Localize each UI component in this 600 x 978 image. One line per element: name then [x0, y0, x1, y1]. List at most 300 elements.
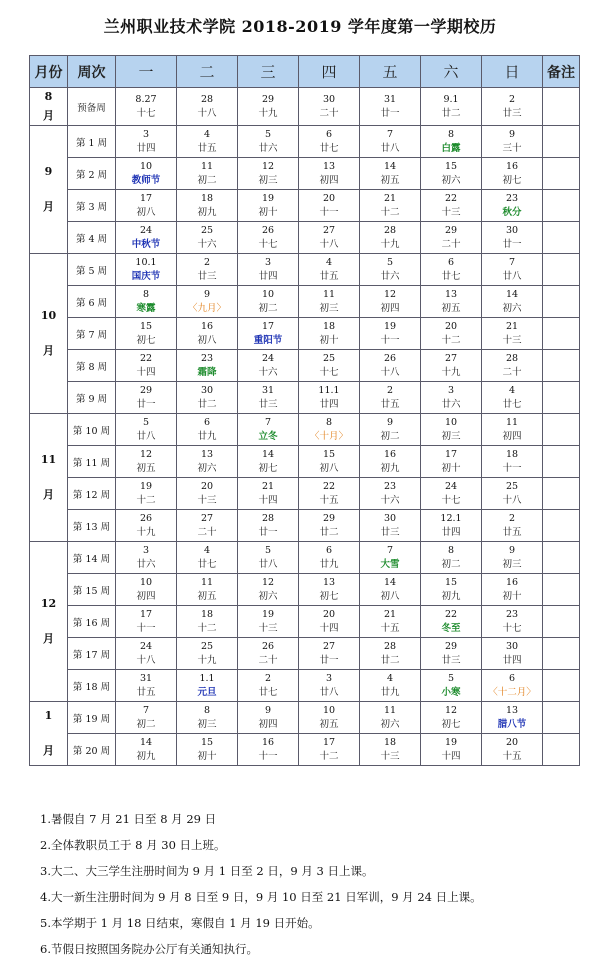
day-cell: [421, 478, 482, 510]
day-date: 27: [322, 224, 336, 236]
day-festival: 白露: [441, 142, 461, 154]
week-row: [30, 222, 580, 254]
day-lunar: 二十: [197, 526, 217, 538]
day-date: 3: [325, 672, 333, 684]
day-date: 4: [203, 544, 211, 556]
day-cell: [482, 158, 543, 190]
day-lunar: 廿一: [319, 654, 339, 666]
day-date: 18: [322, 320, 336, 332]
day-date: 11: [200, 576, 214, 588]
day-lunar: 初七: [502, 174, 522, 186]
day-lunar: 廿七: [258, 686, 278, 698]
day-date: 28: [261, 512, 275, 524]
week-label: 第 5 周: [68, 254, 116, 286]
day-lunar: 十五: [380, 622, 400, 634]
day-lunar: 十五: [319, 494, 339, 506]
day-lunar: 十九: [197, 654, 217, 666]
day-cell: [177, 478, 238, 510]
day-lunar: 廿九: [319, 558, 339, 570]
day-date: 17: [139, 608, 153, 620]
day-cell: [238, 318, 299, 350]
day-date: 13: [322, 160, 336, 172]
day-lunar: 廿七: [197, 558, 217, 570]
day-date: 13: [200, 448, 214, 460]
day-date: 2: [264, 672, 272, 684]
day-date: 19: [444, 736, 458, 748]
day-lunar: 初八: [319, 462, 339, 474]
day-date: 11.1: [318, 384, 340, 396]
day-cell: [116, 510, 177, 542]
day-date: 11: [505, 416, 519, 428]
day-lunar: 廿四: [258, 270, 278, 282]
day-cell: [482, 574, 543, 606]
day-cell: [177, 350, 238, 382]
day-lunar: 初二: [441, 558, 461, 570]
day-cell: [299, 670, 360, 702]
week-label: 第 7 周: [68, 318, 116, 350]
day-cell: [177, 734, 238, 766]
day-date: 25: [200, 640, 214, 652]
day-lunar: 初三: [319, 302, 339, 314]
day-cell: [299, 606, 360, 638]
month-label-part: 月: [43, 743, 54, 757]
page-title: 兰州职业技术学院 2018-2019 学年度第一学期校历: [103, 17, 497, 36]
day-date: 11: [322, 288, 336, 300]
day-date: 14: [261, 448, 275, 460]
note-cell: [543, 446, 580, 478]
day-date: 6: [508, 672, 516, 684]
day-date: 12: [444, 704, 458, 716]
day-lunar: 初二: [380, 430, 400, 442]
day-date: 7: [264, 416, 272, 428]
day-lunar: 初四: [258, 718, 278, 730]
day-festival: 霜降: [197, 366, 217, 378]
day-cell: [299, 318, 360, 350]
day-cell: [238, 126, 299, 158]
day-date: 4: [203, 128, 211, 140]
day-date: 18: [200, 192, 214, 204]
day-lunar: 二十: [441, 238, 461, 250]
day-cell: [482, 382, 543, 414]
day-cell: [360, 542, 421, 574]
day-lunar: 初七: [319, 590, 339, 602]
day-date: 21: [383, 192, 397, 204]
note-cell: [543, 286, 580, 318]
day-date: 9: [508, 128, 516, 140]
day-lunar: 十七: [258, 238, 278, 250]
day-cell: [482, 190, 543, 222]
day-festival: 小寒: [441, 686, 461, 698]
week-label: 第 18 周: [68, 670, 116, 702]
day-cell: [482, 510, 543, 542]
day-date: 3: [142, 544, 150, 556]
day-date: 27: [200, 512, 214, 524]
week-label: 第 9 周: [68, 382, 116, 414]
week-label: 第 15 周: [68, 574, 116, 606]
day-date: 5: [447, 672, 455, 684]
day-lunar: 十一: [136, 622, 156, 634]
note-item: 6.节假日按照国务院办公厅有关通知执行。: [40, 942, 258, 956]
week-row: [30, 414, 580, 446]
day-lunar: 廿三: [258, 398, 278, 410]
day-cell: [421, 382, 482, 414]
day-cell: [116, 702, 177, 734]
day-lunar: 初五: [136, 462, 156, 474]
note-item: 5.本学期于 1 月 18 日结束，寒假自 1 月 19 日开始。: [40, 916, 320, 930]
day-lunar: 廿五: [197, 142, 217, 154]
day-cell: [299, 702, 360, 734]
day-cell: [482, 446, 543, 478]
note-cell: [543, 158, 580, 190]
day-lunar: 廿五: [319, 270, 339, 282]
day-festival: 元旦: [197, 686, 217, 698]
month-label-part: 8: [44, 90, 53, 103]
day-date: 25: [200, 224, 214, 236]
week-row: [30, 254, 580, 286]
day-cell: [421, 670, 482, 702]
day-cell: [116, 190, 177, 222]
day-cell: [421, 126, 482, 158]
day-lunar: 十七: [441, 494, 461, 506]
month-cell: [30, 702, 68, 766]
day-lunar: 十三: [197, 494, 217, 506]
day-date: 3: [447, 384, 455, 396]
note-cell: [543, 350, 580, 382]
week-label: 第 19 周: [68, 702, 116, 734]
day-cell: [116, 478, 177, 510]
day-lunar: 十四: [258, 494, 278, 506]
day-date: 6: [325, 128, 333, 140]
week-label: 第 20 周: [68, 734, 116, 766]
calendar-table: [29, 55, 580, 766]
day-cell: [299, 446, 360, 478]
day-date: 17: [444, 448, 458, 460]
day-date: 9.1: [443, 93, 459, 105]
day-date: 28: [505, 352, 519, 364]
day-date: 12.1: [440, 512, 462, 524]
day-date: 21: [383, 608, 397, 620]
day-lunar: 廿四: [502, 654, 522, 666]
week-label: 预备周: [68, 88, 116, 126]
day-cell: [116, 446, 177, 478]
day-date: 12: [139, 448, 153, 460]
day-date: 13: [505, 704, 519, 716]
day-cell: [238, 350, 299, 382]
day-lunar: 二十: [258, 654, 278, 666]
day-date: 29: [139, 384, 153, 396]
week-row: [30, 510, 580, 542]
day-cell: [482, 350, 543, 382]
week-row: [30, 190, 580, 222]
day-cell: [482, 286, 543, 318]
header-fri: 五: [360, 56, 421, 88]
week-row: [30, 574, 580, 606]
day-date: 5: [264, 128, 272, 140]
note-cell: [543, 574, 580, 606]
day-date: 17: [139, 192, 153, 204]
day-cell: [360, 126, 421, 158]
day-lunar: 十二: [441, 334, 461, 346]
day-date: 27: [322, 640, 336, 652]
month-label-part: 12: [40, 597, 57, 611]
day-date: 8.27: [135, 93, 157, 105]
week-row: [30, 702, 580, 734]
day-lunar: 初二: [258, 302, 278, 314]
day-cell: [116, 318, 177, 350]
day-date: 16: [261, 736, 275, 748]
day-cell: [299, 350, 360, 382]
day-cell: [238, 446, 299, 478]
day-cell: [299, 510, 360, 542]
day-date: 15: [200, 736, 214, 748]
week-label: 第 4 周: [68, 222, 116, 254]
day-cell: [421, 158, 482, 190]
day-lunar: 十二: [197, 622, 217, 634]
day-date: 8: [325, 416, 333, 428]
day-festival: 冬至: [441, 622, 461, 634]
day-date: 23: [383, 480, 397, 492]
day-lunar: 初十: [502, 590, 522, 602]
day-lunar: 廿八: [380, 142, 400, 154]
calendar-body: [30, 88, 580, 766]
day-cell: [116, 254, 177, 286]
day-date: 24: [139, 640, 153, 652]
day-date: 9: [264, 704, 272, 716]
day-lunar: 廿五: [502, 526, 522, 538]
day-date: 19: [383, 320, 397, 332]
day-lunar: 廿四: [319, 398, 339, 410]
day-date: 14: [383, 160, 397, 172]
day-lunar: 廿八: [502, 270, 522, 282]
day-date: 18: [505, 448, 519, 460]
day-date: 29: [261, 93, 275, 105]
day-cell: [421, 702, 482, 734]
week-label: 第 17 周: [68, 638, 116, 670]
day-cell: [299, 286, 360, 318]
day-cell: [299, 542, 360, 574]
day-cell: [238, 734, 299, 766]
day-lunar: 十三: [258, 622, 278, 634]
day-cell: [238, 414, 299, 446]
day-date: 28: [383, 640, 397, 652]
day-lunar: 初三: [502, 558, 522, 570]
day-cell: [299, 382, 360, 414]
day-date: 27: [444, 352, 458, 364]
day-cell: [116, 414, 177, 446]
week-label: 第 8 周: [68, 350, 116, 382]
week-row: [30, 670, 580, 702]
day-lunar: 初九: [441, 590, 461, 602]
day-lunar: 〈十二月〉: [488, 686, 536, 698]
day-cell: [360, 734, 421, 766]
day-date: 5: [264, 544, 272, 556]
day-cell: [238, 88, 299, 126]
day-cell: [299, 414, 360, 446]
day-cell: [177, 638, 238, 670]
day-date: 22: [139, 352, 153, 364]
day-cell: [116, 574, 177, 606]
week-row: [30, 638, 580, 670]
day-cell: [299, 638, 360, 670]
week-row: [30, 158, 580, 190]
day-date: 17: [261, 320, 275, 332]
day-cell: [299, 478, 360, 510]
day-date: 4: [508, 384, 516, 396]
week-label: 第 14 周: [68, 542, 116, 574]
day-cell: [177, 190, 238, 222]
day-cell: [177, 318, 238, 350]
day-lunar: 廿六: [380, 270, 400, 282]
day-lunar: 初二: [197, 174, 217, 186]
day-date: 23: [505, 192, 519, 204]
header-mon: 一: [116, 56, 177, 88]
day-cell: [421, 510, 482, 542]
day-date: 20: [322, 608, 336, 620]
note-item: 2.全体教职员工于 8 月 30 日上班。: [40, 838, 226, 852]
day-lunar: 廿八: [319, 686, 339, 698]
day-date: 8: [447, 544, 455, 556]
day-date: 24: [139, 224, 153, 236]
day-festival: 大雪: [380, 558, 400, 570]
day-date: 14: [383, 576, 397, 588]
day-date: 16: [383, 448, 397, 460]
header-month: 月份: [30, 56, 68, 88]
note-item: 1.暑假自 7 月 21 日至 8 月 29 日: [40, 812, 217, 826]
day-cell: [360, 190, 421, 222]
day-cell: [116, 542, 177, 574]
day-date: 31: [139, 672, 153, 684]
day-lunar: 十七: [136, 107, 156, 119]
day-lunar: 初三: [441, 430, 461, 442]
day-cell: [238, 702, 299, 734]
day-lunar: 十三: [441, 206, 461, 218]
note-item: 3.大二、大三学生注册时间为 9 月 1 日至 2 日，9 月 3 日上课。: [40, 864, 374, 878]
day-date: 13: [322, 576, 336, 588]
day-lunar: 初五: [380, 174, 400, 186]
week-row: [30, 318, 580, 350]
day-lunar: 十七: [319, 366, 339, 378]
day-cell: [177, 542, 238, 574]
day-cell: [116, 126, 177, 158]
note-cell: [543, 606, 580, 638]
header-thu: 四: [299, 56, 360, 88]
day-cell: [482, 254, 543, 286]
day-cell: [177, 414, 238, 446]
week-label: 第 6 周: [68, 286, 116, 318]
day-cell: [177, 126, 238, 158]
day-date: 9: [386, 416, 394, 428]
day-cell: [360, 414, 421, 446]
note-item: 4.大一新生注册时间为 9 月 8 日至 9 日，9 月 10 日至 21 日军训，9 月 24 日上课。: [40, 890, 482, 904]
day-date: 16: [505, 576, 519, 588]
day-lunar: 十四: [136, 366, 156, 378]
day-cell: [421, 414, 482, 446]
day-lunar: 十一: [258, 750, 278, 762]
day-date: 30: [505, 224, 519, 236]
day-cell: [299, 222, 360, 254]
day-date: 23: [200, 352, 214, 364]
day-date: 30: [383, 512, 397, 524]
day-date: 28: [200, 93, 214, 105]
day-date: 2: [508, 93, 516, 105]
day-date: 4: [386, 672, 394, 684]
day-date: 30: [505, 640, 519, 652]
month-label-part: 月: [43, 343, 54, 357]
day-lunar: 〈十月〉: [309, 430, 348, 442]
day-lunar: 廿三: [197, 270, 217, 282]
day-lunar: 廿三: [380, 526, 400, 538]
week-row: [30, 734, 580, 766]
month-cell: [30, 254, 68, 414]
month-label-part: 月: [43, 631, 54, 645]
day-date: 21: [261, 480, 275, 492]
day-cell: [360, 286, 421, 318]
day-cell: [482, 478, 543, 510]
day-date: 13: [444, 288, 458, 300]
day-lunar: 十二: [136, 494, 156, 506]
month-label-part: 10: [40, 309, 57, 323]
day-date: 20: [505, 736, 519, 748]
day-cell: [360, 158, 421, 190]
note-cell: [543, 478, 580, 510]
week-label: 第 3 周: [68, 190, 116, 222]
week-row: [30, 126, 580, 158]
day-lunar: 十八: [319, 238, 339, 250]
day-date: 21: [505, 320, 519, 332]
day-lunar: 廿二: [380, 654, 400, 666]
day-cell: [177, 574, 238, 606]
day-cell: [116, 158, 177, 190]
day-lunar: 十四: [441, 750, 461, 762]
day-date: 7: [386, 128, 394, 140]
header-row: [30, 56, 580, 88]
day-cell: [482, 638, 543, 670]
month-cell: [30, 542, 68, 702]
day-lunar: 初六: [502, 302, 522, 314]
day-cell: [482, 126, 543, 158]
day-lunar: 十八: [136, 654, 156, 666]
day-lunar: 廿三: [502, 107, 522, 119]
day-lunar: 二十: [319, 107, 339, 119]
day-date: 10: [139, 160, 153, 172]
day-date: 9: [203, 288, 211, 300]
day-lunar: 廿一: [258, 526, 278, 538]
day-cell: [299, 254, 360, 286]
day-date: 22: [444, 192, 458, 204]
day-date: 14: [505, 288, 519, 300]
day-cell: [238, 190, 299, 222]
day-date: 23: [505, 608, 519, 620]
note-cell: [543, 126, 580, 158]
day-lunar: 十九: [258, 107, 278, 119]
day-cell: [177, 606, 238, 638]
day-cell: [299, 734, 360, 766]
day-date: 31: [383, 93, 397, 105]
day-date: 11: [200, 160, 214, 172]
day-date: 5: [386, 256, 394, 268]
day-date: 5: [142, 416, 150, 428]
day-date: 29: [322, 512, 336, 524]
day-cell: [421, 222, 482, 254]
day-cell: [177, 382, 238, 414]
day-cell: [360, 670, 421, 702]
note-cell: [543, 510, 580, 542]
note-cell: [543, 222, 580, 254]
day-cell: [177, 254, 238, 286]
month-cell: [30, 88, 68, 126]
day-lunar: 十八: [502, 494, 522, 506]
day-date: 25: [322, 352, 336, 364]
